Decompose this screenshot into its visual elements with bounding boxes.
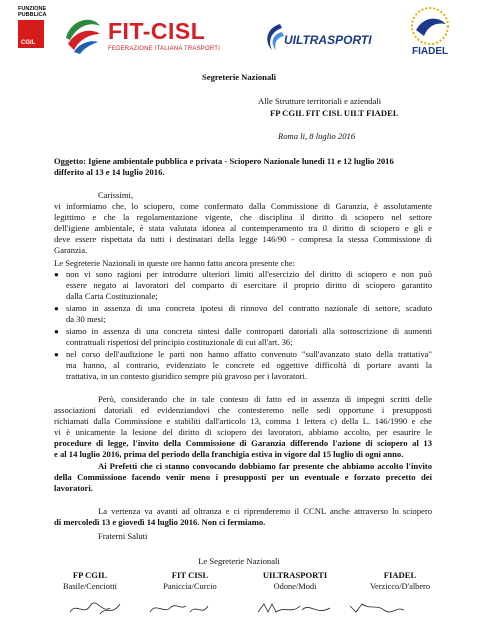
bullet-dot: ● — [54, 327, 59, 336]
subject-line1: Oggetto: Igiene ambientale pubblica e privata - Sciopero Nazionale lunedì 11 e 12 luglio 2016 — [54, 156, 394, 166]
bullet-dot: ● — [54, 270, 59, 279]
sig-org-fit-cisl: FIT CISL — [171, 570, 209, 580]
uiltrasporti-logo — [262, 16, 372, 56]
bullet-dot: ● — [54, 350, 59, 359]
paragraph-4-line: lavoratori. — [54, 483, 93, 493]
bullet-line: nel corso dell'audizione le parti non hanno affatto convenuto "sull'avanzato stato della trattativa" — [66, 349, 432, 359]
paragraph-1 — [54, 201, 432, 256]
bullet-line: ma hanno, al contrario, evidenziato le concrete ed oggettive difficoltà di portare avanti la — [66, 360, 432, 370]
fit-cisl-globe-icon — [62, 12, 102, 54]
paragraph-3-line: vi è unicamente la lesione del diritto di sciopero dei lavoratori, abbiamo accolto, per esaurire le — [54, 427, 432, 437]
fp-cgil-logo-line1: FUNZIONE — [18, 6, 47, 12]
handwritten-signatures — [40, 598, 440, 620]
paragraph-1-line: Garanzia. — [54, 245, 88, 255]
bullet-line: dalla Carta Costituzionale; — [66, 291, 158, 301]
bullet-line: trattativa, in un contesto giuridico sempre più gravoso per i lavoratori. — [66, 371, 308, 381]
paragraph-5 — [54, 506, 432, 528]
date-line: Roma li, 8 luglio 2016 — [278, 131, 356, 141]
paragraph-2-intro: Le Segreterie Nazionali in queste ore hanno fatto ancora presente che: — [54, 258, 295, 268]
paragraph-1-line: legittimo e che la regolamentazione vigente, che disciplina il diritto di sciopero nel settore — [54, 212, 432, 222]
paragraph-3-line: procedure di legge, l'invito della Commissione di Garanzia differendo l'azione di sciopero al 13 — [54, 438, 432, 448]
paragraph-1-line: dell'igiene ambientale, è stata valutata idonea al contemperamento tra il diritto di sciopero e gli e — [54, 223, 432, 233]
paragraph-4 — [54, 461, 432, 494]
recipient-line2: FP CGIL FIT CISL UILT FIADEL — [270, 108, 399, 118]
uil-swirl-icon — [262, 22, 284, 52]
fit-cisl-subtitle: FEDERAZIONE ITALIANA TRASPORTI — [108, 46, 221, 52]
uiltrasporti-name: UILTRASPORTI — [284, 33, 372, 47]
fp-cgil-logo-line2: PUBBLICA — [18, 12, 47, 18]
subject-line2: differito al 13 e 14 luglio 2016. — [54, 167, 165, 177]
paragraph-5-line: La vertenza va avanti ad oltranza e ci riprenderemo il CCNL anche attraverso lo sciopero — [98, 506, 432, 516]
bullet-line: contrattuali rispettosi del principio costituzionale di cui all'art. 36; — [66, 337, 293, 347]
cgil-box-label: CGIL — [21, 40, 36, 46]
bullet-dot: ● — [54, 304, 59, 313]
paragraph-3-line: richiamati dalla Commissione e stabiliti dall'articolo 13, comma 1 lettera c) della L. 146/1990 e che — [54, 416, 432, 426]
secretariats-heading: Segreterie Nazionali — [201, 72, 277, 82]
paragraph-1-line: vi informiamo che, lo sciopero, come confermato dalla Commissione di Garanzia, è assolutamente — [54, 201, 432, 211]
bullet-line: essere negato ai lavoratori del comparto di esercitare il proprio diritto di sciopero garantito — [66, 280, 432, 290]
paragraph-3 — [54, 394, 432, 460]
paragraph-4-line: Ai Prefetti che ci stanno convocando dobbiamo far presente che abbiamo accolto l'invito — [98, 461, 432, 471]
fit-cisl-name: FIT-CISL — [108, 18, 206, 44]
bullet-line: da 30 mesi; — [66, 314, 106, 324]
closing: Fraterni Saluti — [98, 531, 148, 541]
fiadel-logo — [400, 6, 462, 64]
fit-cisl-logo — [62, 12, 252, 64]
greeting: Carissimi, — [98, 190, 134, 200]
sig-people-fit-cisl: Paniccia/Curcio — [163, 582, 217, 591]
fp-cgil-logo — [18, 6, 54, 62]
paragraph-3-line: Però, considerando che in tale contesto di fatto ed in assenza di impegni scritti delle — [98, 394, 432, 404]
sig-people-fp-cgil: Basile/Cenciotti — [63, 582, 117, 591]
bullet-item-3 — [66, 326, 432, 348]
logo-strip — [0, 0, 478, 70]
signature-heading: Le Segreterie Nazionali — [198, 556, 280, 566]
fiadel-name: FIADEL — [412, 46, 449, 57]
bullet-item-2 — [66, 303, 432, 325]
paragraph-3-line: associazioni datoriali ed evidenziandovi che contesteremo nelle sedi opportune i presupposti — [54, 405, 432, 415]
bullet-item-1 — [66, 269, 432, 302]
recipient-line1: Alle Strutture territoriali e aziendali — [258, 96, 382, 106]
cgil-red-box — [18, 20, 44, 48]
paragraph-1-line: deve essere rispettata da tutti i destinatari della legge 146/90 - compresa la stessa Commissione di — [54, 234, 432, 244]
fiadel-emblem-icon — [406, 6, 454, 46]
sig-org-uiltrasporti: UILTRASPORTI — [262, 570, 328, 580]
sig-org-fiadel: FIADEL — [383, 570, 417, 580]
paragraph-5-line: di mercoledì 13 e giovedì 14 luglio 2016. Non ci fermiamo. — [54, 517, 266, 527]
bullet-item-4 — [66, 349, 432, 382]
bullet-line: non vi sono ragioni per introdurre ulteriori limiti all'esercizio del diritto di sciopero e non può — [66, 269, 432, 279]
sig-people-fiadel: Verzicco/D'albero — [369, 582, 431, 591]
sig-org-fp-cgil: FP CGIL — [72, 570, 108, 580]
bullet-line: siamo in assenza di una concreta sintesi dalle controparti datoriali alla sottoscrizione di aumenti — [66, 326, 432, 336]
sig-people-uiltrasporti: Odone/Modi — [273, 582, 317, 591]
paragraph-3-line: e al 14 luglio 2016, prima del periodo della franchigia estiva in vigore dal 15 luglio di ogni anno. — [54, 449, 404, 459]
bullet-line: siamo in assenza di una concreta ipotesi di rinnovo del contratto nazionale di settore, scaduto — [66, 303, 432, 313]
paragraph-4-line: della Commissione facendo venir meno i presupposti per un eventuale e forzato precetto dei — [54, 472, 432, 482]
